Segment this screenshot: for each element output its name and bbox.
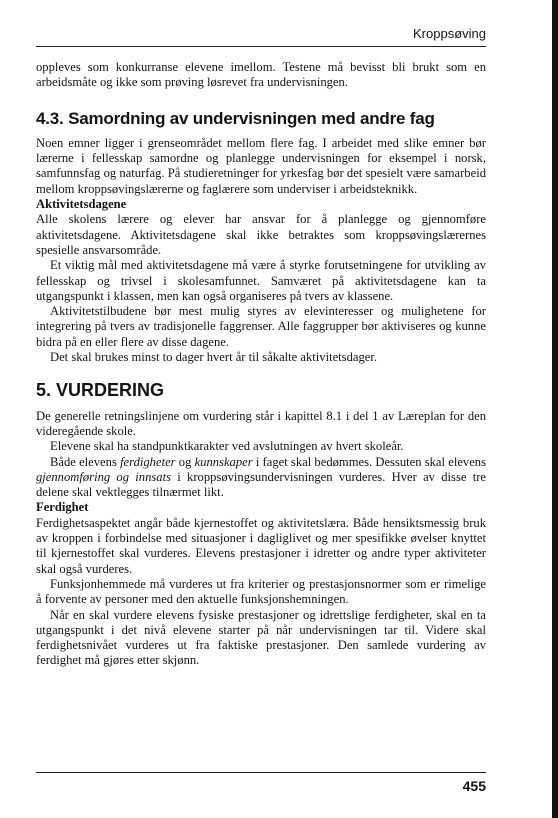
paragraph: Det skal brukes minst to dager hvert år til såkalte aktivitetsdager. <box>50 350 377 365</box>
text-run: i faget skal bedømmes. Dessuten skal elevens <box>252 454 486 469</box>
section-heading-5: 5. VURDERING <box>36 380 165 401</box>
continuation-paragraph: oppleves som konkurranse elevene imellom. Testene må bevisst bli brukt som en arbeidsmåte og ikke som prøving løsrevet fra undervisningen. <box>36 60 486 90</box>
paragraph: Funksjonhemmede må vurderes ut fra kriterier og prestasjonsnormer som er rimelige å forvente av personer med den aktuelle funksjonshemningen. <box>36 576 486 607</box>
paragraph: Ferdighetsaspektet angår både kjernestoffet og aktivitetslæra. Både hensiktsmessig bruk av kroppen i forbindelse med situasjoner i dagliglivet og mer spesifikke øvelser knyttet til kjernestoffet skal vurderes. Elevens prestasjoner i idretter og andre typer aktiviteter skal også vurderes. <box>36 515 486 576</box>
running-header: Kroppsøving <box>413 26 486 41</box>
paragraph: De generelle retningslinjene om vurdering står i kapittel 8.1 i del 1 av Læreplan for den videregående skole. <box>36 408 486 438</box>
section-heading-4-3: 4.3. Samordning av undervisningen med andre fag <box>36 108 435 128</box>
emphasis-gjennomforing: gjennomføring og innsats <box>36 469 171 484</box>
text-run: i kroppsøvingsundervisningen vurderes. Hver av disse tre delene skal vektlegges tilnærmet likt. <box>36 469 486 500</box>
emphasis-ferdigheter: ferdigheter <box>120 454 176 469</box>
subheading-ferdighet: Ferdighet <box>36 500 89 515</box>
emphasis-kunnskaper: kunnskaper <box>194 454 253 469</box>
paragraph: Noen emner ligger i grenseområdet mellom flere fag. I arbeidet med slike emner bør lærerne i fellesskap samordne og planlegge undervisningen for eksempel i norsk, samfunnsfag og naturfag. På studieretninger for yrkesfag bør det spesielt være samarbeid mellom kroppsøvingslærerne og faglærere som underviser i arbeidsteknikk. <box>36 135 486 196</box>
paragraph: Et viktig mål med aktivitetsdagene må være å styrke forutsetningene for utvikling av fellesskap og trivsel i skolesamfunnet. Samværet på aktivitetsdagene kan ta utgangspunkt i klassen, men kan også organiseres på tvers av klassene. <box>36 258 486 303</box>
paragraph: Når en skal vurdere elevens fysiske prestasjoner og idrettslige ferdigheter, skal en ta utgangspunkt i det nivå elevene starter på når undervisningen tar til. Videre skal ferdighetsnivået vurderes ut fra faktiske prestasjoner. Den samlede vurdering av ferdighet må gjøres etter skjønn. <box>36 607 486 668</box>
paragraph <box>36 455 486 501</box>
scan-edge <box>552 0 558 818</box>
subheading-aktivitetsdagene: Aktivitetsdagene <box>36 197 127 212</box>
page-body <box>36 60 486 669</box>
footer-rule <box>36 772 486 773</box>
paragraph: Aktivitetstilbudene bør mest mulig styres av elevinteresser og mulighetene for integrering på tvers av tradisjonelle faggrenser. Alle faggrupper bør aktiviseres og kunne bidra på en eller flere av disse dagene. <box>36 304 486 349</box>
paragraph: Elevene skal ha standpunktkarakter ved avslutningen av hvert skoleår. <box>50 439 404 454</box>
header-rule <box>36 46 486 47</box>
page-number: 455 <box>462 778 486 794</box>
text-run: Både elevens <box>50 454 121 469</box>
paragraph: Alle skolens lærere og elever har ansvar for å planlegge og gjennomføre aktivitetsdagene. Aktivitetsdagene skal ikke betraktes som kroppsøvingslærernes spesielle ansvarsområde. <box>36 212 486 257</box>
text-run: og <box>175 454 195 469</box>
